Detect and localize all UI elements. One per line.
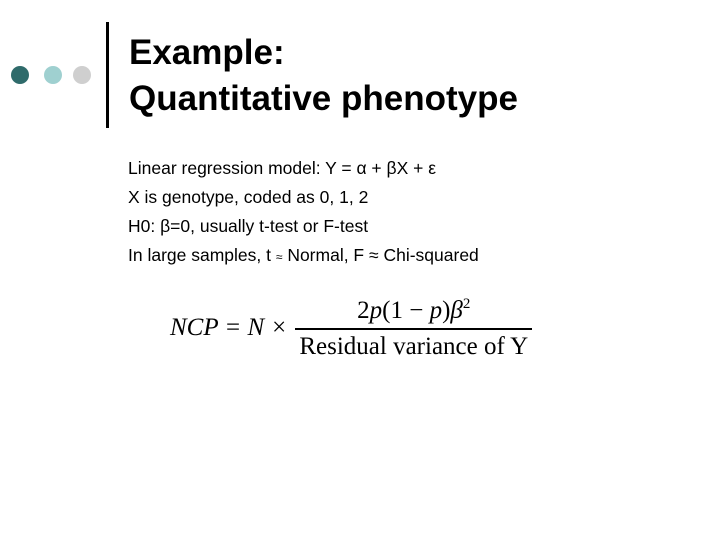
formula-lhs: NCP = N × (170, 314, 288, 342)
decorative-dot-light (73, 66, 91, 84)
title-divider (106, 22, 109, 128)
formula-numerator (351, 296, 476, 328)
content-lines (128, 154, 479, 272)
numerator-beta: β (450, 297, 463, 324)
line-large-samples-start: In large samples, t (128, 245, 276, 265)
numerator-close: ) (442, 297, 451, 324)
numerator-exponent: 2 (462, 296, 471, 312)
title-line-1: Example: (129, 33, 285, 72)
approx-symbol-small: ≈ (275, 250, 283, 264)
slide-title (129, 30, 518, 122)
decorative-dot-dark (11, 66, 29, 84)
numerator-p: p (369, 297, 383, 324)
line-genotype-coding: X is genotype, coded as 0, 1, 2 (128, 187, 369, 207)
line-null-hypothesis: H0: β=0, usually t-test or F-test (128, 216, 369, 236)
line-large-samples (128, 241, 479, 272)
line-large-samples-end: Normal, F ≈ Chi-squared (282, 245, 479, 265)
numerator-coefficient: 2 (357, 297, 370, 324)
formula-denominator: Residual variance of Y (299, 332, 529, 360)
title-line-2: Quantitative phenotype (129, 79, 518, 118)
formula-fraction (295, 296, 532, 361)
decorative-dot-mid (44, 66, 62, 84)
line-regression-model: Linear regression model: Y = α + βX + ε (128, 158, 436, 178)
numerator-p2: p (429, 297, 443, 324)
numerator-paren: (1 − (382, 297, 430, 324)
ncp-formula (170, 296, 532, 361)
